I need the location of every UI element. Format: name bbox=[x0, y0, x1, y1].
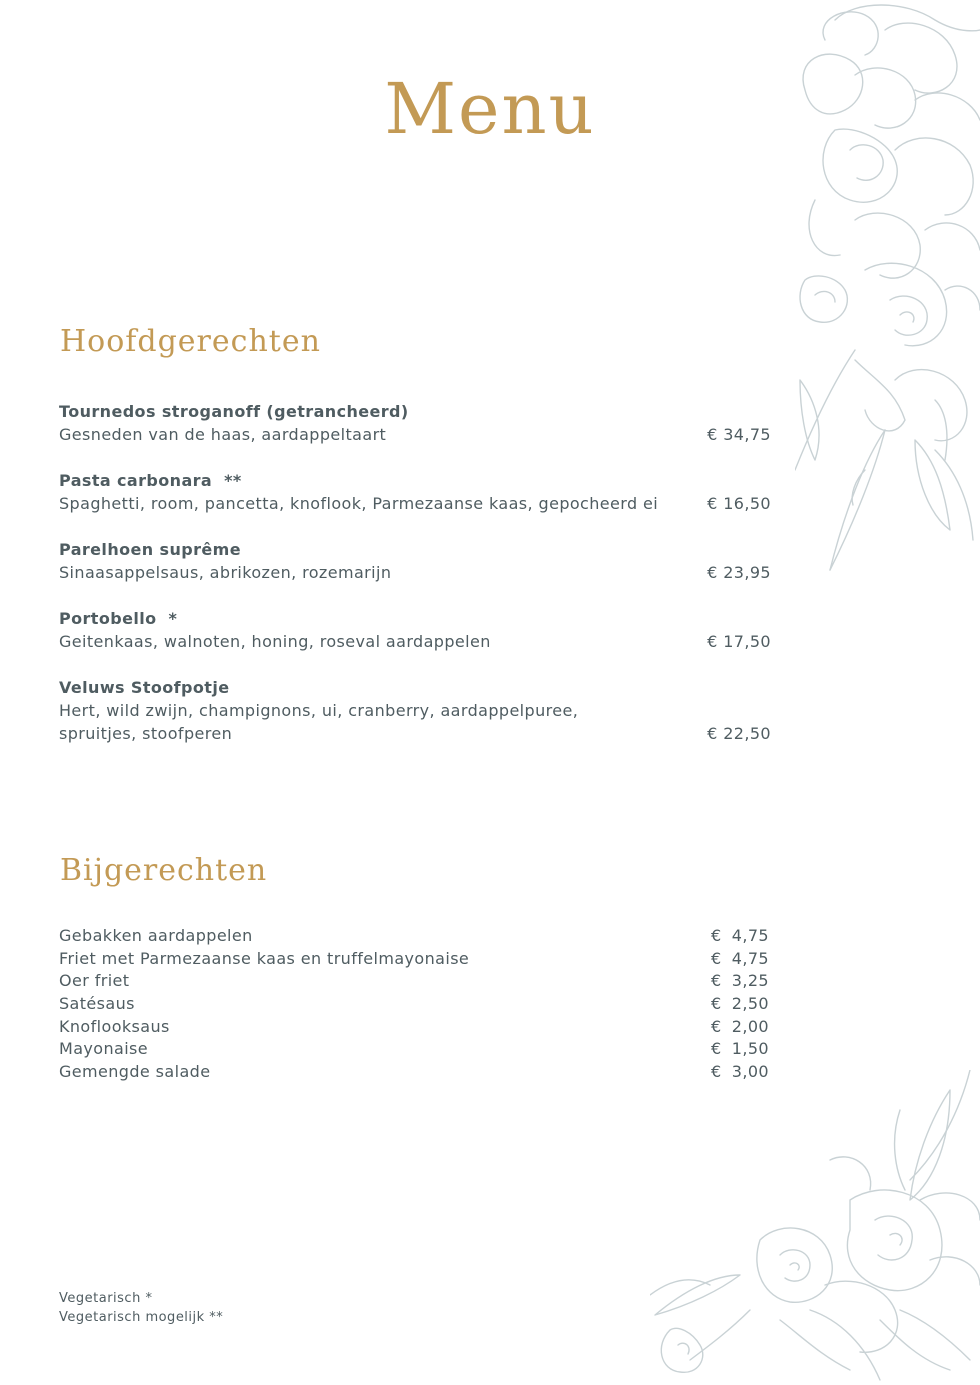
side-dish-item bbox=[59, 970, 771, 993]
price-amount: 1,50 bbox=[731, 1039, 769, 1059]
side-dish-name: Mayonaise bbox=[59, 1039, 149, 1059]
main-courses-list bbox=[59, 400, 771, 768]
side-dish-item bbox=[59, 1061, 771, 1084]
menu-item-price: € 23,95 bbox=[707, 563, 771, 582]
currency-symbol: € bbox=[711, 1039, 722, 1059]
price-amount: 3,25 bbox=[731, 971, 769, 991]
main-courses-heading: Hoofdgerechten bbox=[60, 324, 321, 359]
menu-item-price: € 22,50 bbox=[707, 724, 771, 743]
menu-item-name: Portobello * bbox=[59, 609, 178, 628]
price-amount: 4,75 bbox=[731, 948, 769, 968]
side-dishes-list bbox=[59, 925, 771, 1084]
price-amount: 3,00 bbox=[731, 1062, 769, 1082]
currency-symbol: € bbox=[711, 948, 722, 968]
price-amount: 2,50 bbox=[731, 994, 769, 1014]
legend-vegetarian: Vegetarisch * bbox=[59, 1291, 153, 1306]
side-dish-item bbox=[59, 948, 771, 971]
currency-symbol: € bbox=[711, 971, 722, 991]
side-dish-name: Knoflooksaus bbox=[59, 1016, 170, 1036]
floral-decoration-bottom-icon bbox=[650, 1070, 980, 1385]
side-dish-name: Oer friet bbox=[59, 971, 130, 991]
side-dish-name: Satésaus bbox=[59, 994, 135, 1014]
currency-symbol: € bbox=[711, 1016, 722, 1036]
currency-symbol: € bbox=[711, 1062, 722, 1082]
menu-item-name: Pasta carbonara ** bbox=[59, 471, 242, 490]
side-dish-item bbox=[59, 1016, 771, 1039]
menu-item bbox=[59, 400, 771, 446]
menu-item-name: Parelhoen suprême bbox=[59, 540, 241, 559]
menu-item-description: Geitenkaas, walnoten, honing, roseval aardappelen bbox=[59, 632, 491, 651]
menu-item-description: Sinaasappelsaus, abrikozen, rozemarijn bbox=[59, 563, 392, 582]
menu-item-name: Tournedos stroganoff (getrancheerd) bbox=[59, 402, 409, 421]
menu-item-price: € 17,50 bbox=[707, 632, 771, 651]
menu-item-price: € 16,50 bbox=[707, 494, 771, 513]
page-title: Menu bbox=[384, 68, 596, 150]
side-dish-name: Gemengde salade bbox=[59, 1062, 211, 1082]
side-dish-name: Friet met Parmezaanse kaas en truffelmayonaise bbox=[59, 948, 470, 968]
side-dish-item bbox=[59, 925, 771, 948]
side-dishes-heading: Bijgerechten bbox=[60, 853, 268, 888]
menu-item bbox=[59, 538, 771, 584]
menu-item bbox=[59, 676, 771, 745]
price-amount: 2,00 bbox=[731, 1016, 769, 1036]
menu-item-price: € 34,75 bbox=[707, 425, 771, 444]
side-dish-item bbox=[59, 993, 771, 1016]
currency-symbol: € bbox=[711, 926, 722, 945]
menu-item-name: Veluws Stoofpotje bbox=[59, 678, 230, 697]
menu-item bbox=[59, 607, 771, 653]
legend-vegetarian-possible: Vegetarisch mogelijk ** bbox=[59, 1310, 224, 1325]
currency-symbol: € bbox=[711, 994, 722, 1014]
menu-item bbox=[59, 469, 771, 515]
legend bbox=[59, 1289, 223, 1327]
menu-item-description: Gesneden van de haas, aardappeltaart bbox=[59, 425, 387, 444]
menu-item-description: Spaghetti, room, pancetta, knoflook, Parmezaanse kaas, gepocheerd ei bbox=[59, 494, 659, 513]
side-dish-name: Gebakken aardappelen bbox=[59, 926, 253, 945]
price-amount: 4,75 bbox=[731, 926, 769, 945]
side-dish-item bbox=[59, 1038, 771, 1061]
menu-item-description: Hert, wild zwijn, champignons, ui, cranberry, aardappelpuree, spruitjes, stoofperen bbox=[59, 701, 579, 743]
